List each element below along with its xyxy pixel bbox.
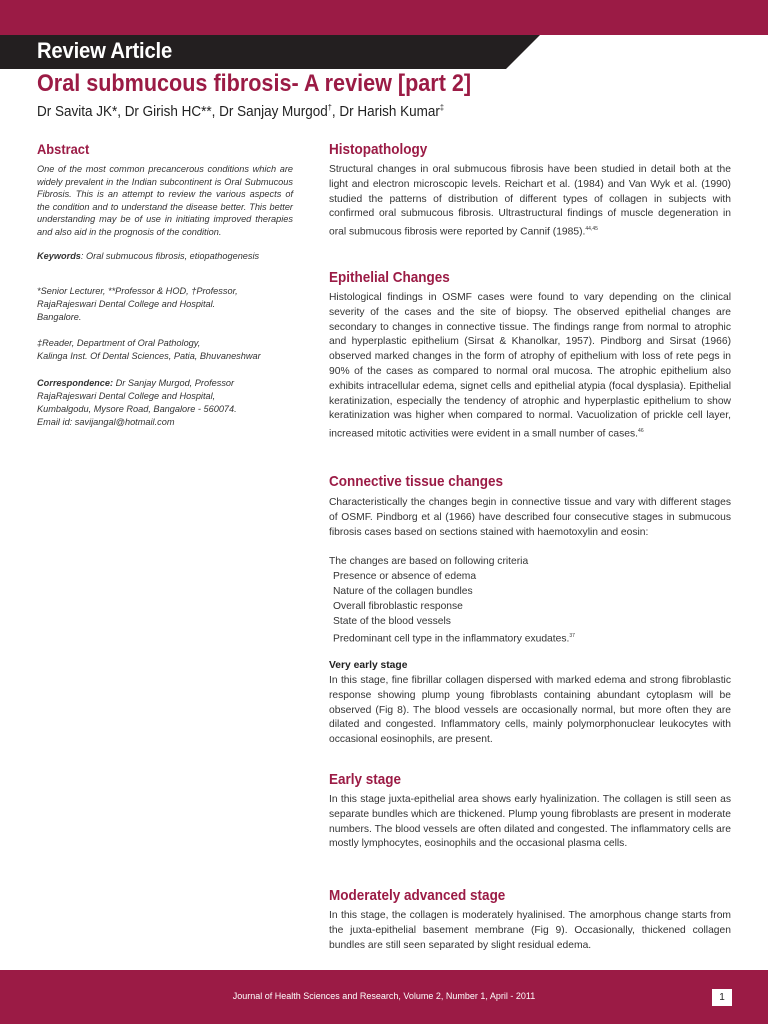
- article-type-label: Review Article: [37, 38, 173, 63]
- page-number: 1: [712, 989, 732, 1006]
- very-early-stage-text: In this stage, fine fibrillar collagen dispersed with marked edema and strong fibroblastic response showing plump young fibroblasts containing abundant cytoplasm will be observed (Fig 8). The blood vessels are occasionally normal, but more often they are dilated and congested. Inflammatory cells, mainly polymorphonuclear leukocytes with occasional eosinophils, are present.: [329, 675, 731, 746]
- affiliation-line: Kalinga Inst. Of Dental Sciences, Patia, Bhuvaneshwar: [37, 351, 261, 361]
- author-list: Dr Savita JK*, Dr Girish HC**, Dr Sanjay Murgod†, Dr Harish Kumar‡: [37, 103, 444, 120]
- epithelial-changes-heading: Epithelial Changes: [329, 269, 450, 286]
- top-accent-bar: [0, 0, 768, 35]
- article-type-banner: [0, 35, 540, 69]
- author-name: Dr Harish Kumar: [339, 103, 440, 120]
- keywords-label: Keywords: [37, 251, 81, 261]
- journal-citation: Journal of Health Sciences and Research, Volume 2, Number 1, April - 2011: [232, 991, 536, 1001]
- paragraph-body: Histological findings in OSMF cases were found to vary depending on the clinical severity of the cases and the site of biopsy. The observed epithelial changes are secondary to changes in connective tissue. The findings range from normal to atrophic and hyperplastic epithelium (Sirsat & Khanolkar, 1957). Pindborg and Sirsat (1966) observed marked changes in the form of atrophy of epithelium with loss of rete pegs in 90% of the cases as compared to normal oral mucosa. The atrophic epithelium also exhibits intracellular edema, signet cells and epithelial atypia (focal dysplasia). Epithelial keratinization, especially the tendency of atrophic and hyperplastic epithelium to show keratinization was higher when compared to normal. Vacuolization of prickle cell layer, increased mitotic activities were evident in a small number of cases.: [329, 292, 731, 440]
- criteria-item-last: [333, 629, 575, 647]
- keywords: [37, 251, 293, 261]
- correspondence-line: RajaRajeswari Dental College and Hospital,: [37, 391, 216, 401]
- paragraph-body: Structural changes in oral submucous fibrosis have been studied in detail both at the light and electron microscopic levels. Reichart et al. (1984) and Van Wyk et al. (1990) studied the patterns of distribution of different types of collagen in subjects with confirmed oral submucous fibrosis. Ultrastructural findings of muscle degeneration in oral submucous fibrosis were reported by Cannif (1985).: [329, 164, 731, 238]
- keywords-text: : Oral submucous fibrosis, etiopathogenesis: [80, 251, 260, 261]
- citation: 46: [638, 428, 644, 435]
- author-mark: †: [327, 103, 332, 112]
- citation: 44,45: [585, 226, 598, 233]
- email-line: Email id: savijangal@hotmail.com: [37, 417, 175, 427]
- moderately-advanced-text: In this stage, the collagen is moderately hyalinised. The amorphous change starts from the juxta-epithelial basement membrane (Fig 9). Occasionally, thickened collagen bundles are still seen separated by slight residual edema.: [329, 910, 731, 951]
- early-stage-heading: Early stage: [329, 771, 402, 788]
- correspondence-line: Dr Sanjay Murgod, Professor: [113, 378, 235, 388]
- histopathology-heading: Histopathology: [329, 141, 428, 158]
- author-mark: ‡: [439, 103, 444, 112]
- affiliation-line: RajaRajeswari Dental College and Hospital.: [37, 299, 216, 309]
- affiliation-line: Bangalore.: [37, 312, 82, 322]
- criteria-item: Overall fibroblastic response: [333, 601, 463, 612]
- connective-tissue-text: Characteristically the changes begin in connective tissue and vary with different stages of OSMF. Pindborg et al (1966) have described four consecutive stages in submucous fibrosis cases based on sections stained with haemotoxylin and eosin:: [329, 497, 731, 538]
- moderately-advanced-heading: Moderately advanced stage: [329, 887, 506, 904]
- criteria-intro: The changes are based on following criteria: [329, 556, 529, 567]
- affiliations-block-1: [37, 285, 293, 324]
- article-title: Oral submucous fibrosis- A review [part 2]: [37, 70, 472, 97]
- correspondence-line: Kumbalgodu, Mysore Road, Bangalore - 560074.: [37, 404, 237, 414]
- affiliation-line: ‡Reader, Department of Oral Pathology,: [37, 338, 201, 348]
- abstract-heading: Abstract: [37, 141, 90, 157]
- criteria-item: Presence or absence of edema: [333, 571, 477, 582]
- affiliation-line: *Senior Lecturer, **Professor & HOD, †Professor,: [37, 286, 238, 296]
- correspondence-block: [37, 377, 293, 429]
- very-early-stage-heading: Very early stage: [329, 660, 408, 671]
- epithelial-changes-text: [329, 291, 731, 442]
- correspondence-label: Correspondence:: [37, 378, 114, 388]
- criteria-item: Nature of the collagen bundles: [333, 586, 473, 597]
- affiliations-block-2: [37, 337, 293, 363]
- author-name: Dr Girish HC**: [124, 103, 212, 120]
- criteria-item: Predominant cell type in the inflammatory exudates.: [333, 633, 570, 645]
- connective-tissue-heading: Connective tissue changes: [329, 473, 504, 490]
- page-footer: [0, 970, 768, 1024]
- abstract-text: One of the most common precancerous conditions which are widely prevalent in the Indian subcontinent is Oral Submucous Fibrosis. This is an attempt to review the various aspects of the condition and to understand the disease better. This better understanding may be of use in initiating improved therapies and also aid in the prognosis of the condition.: [37, 164, 293, 237]
- author-name: Dr Savita JK*: [37, 103, 118, 120]
- author-name: Dr Sanjay Murgod: [219, 103, 328, 120]
- early-stage-text: In this stage juxta-epithelial area shows early hyalinization. The collagen is still seen as separate bundles which are thickened. Plump young fibroblasts are present in moderate numbers. The blood vessels are often dilated and congested. The inflammatory cells are mostly lymphocytes, eosinophils and the occasional plasma cells.: [329, 794, 731, 850]
- criteria-item: State of the blood vessels: [333, 616, 451, 627]
- histopathology-text: [329, 163, 731, 240]
- citation: 37: [569, 633, 575, 639]
